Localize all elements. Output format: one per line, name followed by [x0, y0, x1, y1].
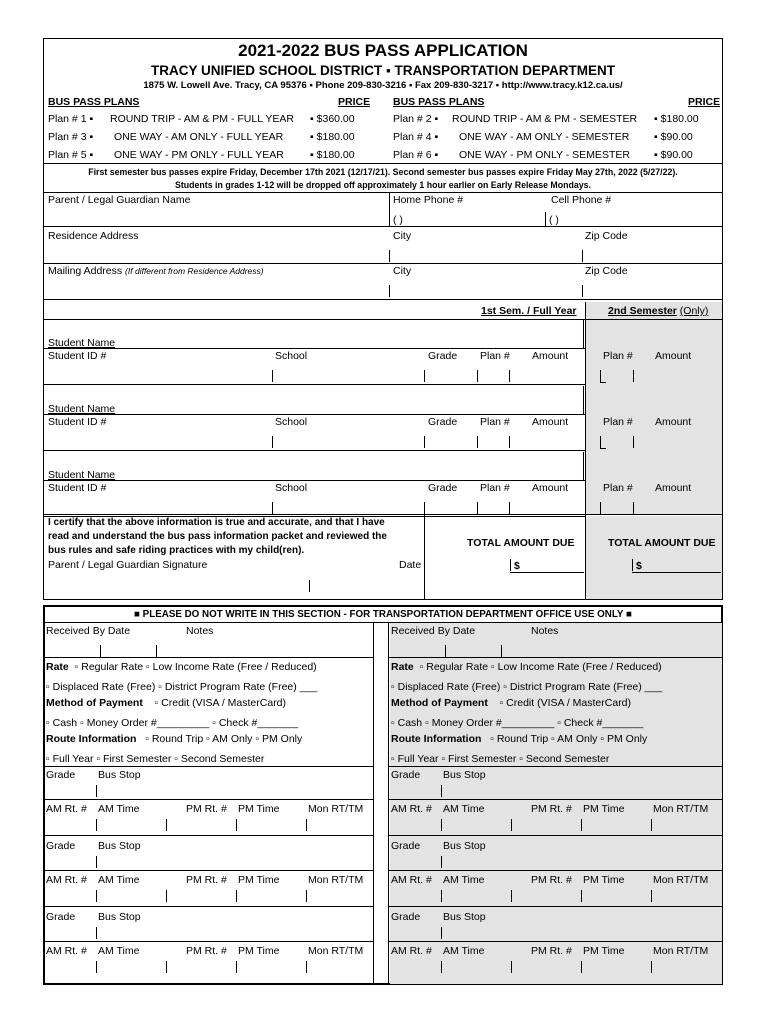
tick [166, 819, 167, 831]
plan-description: ONE WAY - AM ONLY - FULL YEAR [114, 131, 284, 143]
tick [582, 250, 583, 262]
divider [43, 384, 585, 385]
divider [44, 835, 373, 836]
plan-price: ▪ $180.00 [310, 131, 355, 143]
tick [600, 436, 601, 448]
monday-route-label: Mon RT/TM [653, 945, 709, 957]
plan-number: Plan # 3 ▪ [48, 131, 94, 143]
price-header-right: PRICE [688, 96, 721, 108]
grade-label: Grade [391, 769, 421, 781]
divider [44, 870, 373, 871]
tick [477, 370, 478, 382]
divider [43, 622, 723, 623]
divider [44, 906, 373, 907]
plans-header-left: BUS PASS PLANS [48, 96, 140, 108]
amount-label: Amount [655, 350, 692, 362]
tick [156, 645, 157, 657]
amount-underline [632, 572, 721, 573]
pm-time-label: PM Time [583, 803, 625, 815]
divider [389, 941, 722, 942]
divider [43, 226, 723, 227]
mailing-address-text: Mailing Address [48, 265, 123, 277]
bus-stop-label: Bus Stop [98, 769, 141, 781]
divider [43, 348, 585, 349]
plan-number: Plan # 4 ▪ [393, 131, 439, 143]
tick [477, 436, 478, 448]
plan-description: ONE WAY - AM ONLY - SEMESTER [459, 131, 630, 143]
divider [585, 514, 586, 600]
tick [96, 856, 97, 868]
amount-label: Amount [655, 482, 692, 494]
tick [96, 961, 97, 973]
tick [600, 502, 601, 514]
tick [600, 382, 606, 383]
cash-options[interactable]: ▫ Cash ▫ Money Order #_________ ▫ Check #_______ [391, 717, 644, 729]
divider [389, 835, 722, 836]
rate-label: Rate [46, 661, 69, 673]
am-time-label: AM Time [98, 945, 140, 957]
divider [389, 657, 722, 658]
amount-underline [510, 572, 584, 573]
tick [166, 890, 167, 902]
tick [511, 961, 512, 973]
office-column-divider [388, 622, 389, 984]
student-id-label: Student ID # [48, 482, 107, 494]
total-due-second: TOTAL AMOUNT DUE [608, 537, 716, 549]
tick [600, 448, 606, 449]
tick [96, 819, 97, 831]
credit-option[interactable]: ▫ Credit (VISA / MasterCard) [154, 697, 287, 709]
tick [309, 580, 310, 592]
payment-row [391, 697, 631, 709]
plan-description: ONE WAY - PM ONLY - FULL YEAR [114, 149, 284, 161]
tick [389, 250, 390, 262]
am-time-label: AM Time [443, 803, 485, 815]
am-route-label: AM Rt. # [46, 874, 87, 886]
pm-route-label: PM Rt. # [186, 945, 227, 957]
amount-label: Amount [655, 416, 692, 428]
rate-row [46, 661, 317, 673]
bus-stop-label: Bus Stop [98, 840, 141, 852]
route-info-label: Route Information [46, 733, 137, 745]
divider [389, 799, 722, 800]
tick [272, 436, 273, 448]
tick [96, 927, 97, 939]
tick [511, 819, 512, 831]
credit-option[interactable]: ▫ Credit (VISA / MasterCard) [499, 697, 632, 709]
tick [441, 890, 442, 902]
tick [600, 370, 601, 382]
plan-description: ROUND TRIP - AM & PM - SEMESTER [452, 113, 638, 125]
plan-number: Plan # 2 ▪ [393, 113, 439, 125]
term-options[interactable]: ▫ Full Year ▫ First Semester ▫ Second Semester [391, 753, 610, 765]
received-by-label: Received By Date [391, 625, 476, 637]
zip-label: Zip Code [585, 265, 628, 277]
school-label: School [275, 416, 308, 428]
expiry-notice: First semester bus passes expire Friday, December 17th 2021 (12/17/21). Second semester bus passes expire Friday May 27th, 2022 (5/27/22). [88, 167, 678, 177]
second-semester-label: 2nd Semester [608, 305, 677, 317]
divider [43, 192, 723, 193]
office-use-banner: ■ PLEASE DO NOT WRITE IN THIS SECTION - FOR TRANSPORTATION DEPARTMENT OFFICE USE ONLY ■ [134, 609, 632, 620]
tick [509, 436, 510, 448]
tick [441, 961, 442, 973]
tick [441, 856, 442, 868]
plans-header-right: BUS PASS PLANS [393, 96, 485, 108]
divider [43, 299, 723, 300]
first-semester-header: 1st Sem. / Full Year [481, 305, 577, 317]
cell-phone-label: Cell Phone # [551, 194, 612, 206]
rate-options[interactable]: ▫ Regular Rate ▫ Low Income Rate (Free / Reduced) [419, 661, 662, 673]
amount-label: Amount [532, 416, 569, 428]
tick [651, 819, 652, 831]
plan-label: Plan # [603, 416, 633, 428]
amount-label: Amount [532, 350, 569, 362]
plan-price: ▪ $360.00 [310, 113, 355, 125]
tick [445, 645, 446, 657]
tick [424, 436, 425, 448]
tick [389, 285, 390, 297]
am-time-label: AM Time [443, 874, 485, 886]
area-code-parens: ( ) [549, 214, 559, 226]
signature-label: Parent / Legal Guardian Signature [48, 559, 208, 571]
plan-label: Plan # [603, 350, 633, 362]
tick [651, 961, 652, 973]
divider [43, 319, 723, 320]
student-id-label: Student ID # [48, 416, 107, 428]
divider [43, 263, 723, 264]
second-semester-header [608, 305, 708, 317]
am-route-label: AM Rt. # [391, 803, 432, 815]
tick [166, 961, 167, 973]
tick [236, 890, 237, 902]
cash-options[interactable]: ▫ Cash ▫ Money Order #_________ ▫ Check #_______ [46, 717, 299, 729]
route-options[interactable]: ▫ Round Trip ▫ AM Only ▫ PM Only [490, 733, 648, 745]
second-total-bg [585, 516, 722, 599]
bus-stop-label: Bus Stop [98, 911, 141, 923]
plan-label: Plan # [480, 350, 510, 362]
dollar-sign: $ [514, 560, 520, 572]
monday-route-label: Mon RT/TM [308, 874, 364, 886]
school-label: School [275, 482, 308, 494]
tick [236, 819, 237, 831]
residence-address-label: Residence Address [48, 230, 139, 242]
plan-label: Plan # [480, 482, 510, 494]
city-label: City [393, 265, 412, 277]
plan-number: Plan # 5 ▪ [48, 149, 94, 161]
received-by-label: Received By Date [46, 625, 131, 637]
bus-stop-label: Bus Stop [443, 769, 486, 781]
pm-route-label: PM Rt. # [186, 874, 227, 886]
divider [389, 906, 722, 907]
plan-price: ▪ $90.00 [654, 149, 693, 161]
tick [509, 502, 510, 514]
tick [633, 502, 634, 514]
route-row [46, 733, 302, 745]
am-route-label: AM Rt. # [391, 874, 432, 886]
divider [44, 657, 373, 658]
notes-label: Notes [186, 625, 214, 637]
certify-line: I certify that the above information is true and accurate, and that I have [48, 517, 385, 528]
route-row [391, 733, 647, 745]
tick [633, 370, 634, 382]
contact-line: 1875 W. Lowell Ave. Tracy, CA 95376 ▪ Phone 209-830-3216 ▪ Fax 209-830-3217 ▪ http://www.tracy.k12.ca.us/ [143, 80, 623, 91]
student-name-label: Student Name [48, 337, 116, 349]
divider [389, 870, 722, 871]
divider [43, 414, 585, 415]
divider [583, 452, 584, 480]
payment-method-label: Method of Payment [391, 697, 488, 709]
plan-price: ▪ $90.00 [654, 131, 693, 143]
route-options[interactable]: ▫ Round Trip ▫ AM Only ▫ PM Only [145, 733, 303, 745]
grade-label: Grade [46, 911, 76, 923]
pm-route-label: PM Rt. # [531, 945, 572, 957]
home-phone-label: Home Phone # [393, 194, 464, 206]
am-route-label: AM Rt. # [391, 945, 432, 957]
plan-price: ▪ $180.00 [310, 149, 355, 161]
pm-time-label: PM Time [583, 874, 625, 886]
tick [581, 961, 582, 973]
total-due-first: TOTAL AMOUNT DUE [467, 537, 575, 549]
grade-label: Grade [391, 911, 421, 923]
early-release-notice: Students in grades 1-12 will be dropped off approximately 1 hour earlier on Early Release Mondays. [174, 180, 591, 190]
school-label: School [275, 350, 308, 362]
tick [511, 890, 512, 902]
notes-label: Notes [531, 625, 559, 637]
area-code-parens: ( ) [393, 214, 403, 226]
plan-label: Plan # [480, 416, 510, 428]
tick [96, 785, 97, 797]
route-info-label: Route Information [391, 733, 482, 745]
tick [306, 819, 307, 831]
tick [633, 436, 634, 448]
zip-label: Zip Code [585, 230, 628, 242]
pm-time-label: PM Time [238, 803, 280, 815]
tick [424, 502, 425, 514]
tick [272, 370, 273, 382]
divider [424, 514, 425, 600]
grade-label: Grade [46, 840, 76, 852]
rate-label: Rate [391, 661, 414, 673]
divider [43, 163, 723, 164]
mailing-address-label [48, 265, 264, 277]
am-route-label: AM Rt. # [46, 803, 87, 815]
certify-line: bus rules and safe riding practices with my child(ren). [48, 545, 305, 556]
tick [509, 370, 510, 382]
plan-price: ▪ $180.00 [654, 113, 699, 125]
plan-number: Plan # 1 ▪ [48, 113, 94, 125]
divider [44, 766, 373, 767]
tick [441, 819, 442, 831]
monday-route-label: Mon RT/TM [308, 803, 364, 815]
payment-method-label: Method of Payment [46, 697, 143, 709]
divider [583, 386, 584, 414]
tick [477, 502, 478, 514]
mailing-address-note: (If different from Residence Address) [125, 266, 264, 276]
tick [306, 890, 307, 902]
guardian-name-label: Parent / Legal Guardian Name [48, 194, 191, 206]
monday-route-label: Mon RT/TM [653, 803, 709, 815]
tick [424, 370, 425, 382]
divider [545, 212, 546, 226]
bus-stop-label: Bus Stop [443, 911, 486, 923]
pm-route-label: PM Rt. # [531, 874, 572, 886]
rate-options-2[interactable]: ▫ Displaced Rate (Free) ▫ District Program Rate (Free) ___ [46, 681, 318, 693]
tick [581, 819, 582, 831]
divider [43, 480, 585, 481]
tick [651, 890, 652, 902]
grade-label: Grade [428, 416, 458, 428]
price-header-left: PRICE [338, 96, 371, 108]
pm-time-label: PM Time [238, 945, 280, 957]
plan-number: Plan # 6 ▪ [393, 149, 439, 161]
am-time-label: AM Time [443, 945, 485, 957]
tick [582, 285, 583, 297]
divider [583, 320, 584, 348]
grade-label: Grade [391, 840, 421, 852]
certify-line: read and understand the bus pass information packet and reviewed the [48, 531, 387, 542]
divider [585, 302, 586, 515]
am-time-label: AM Time [98, 874, 140, 886]
divider [44, 941, 373, 942]
office-column-divider [373, 622, 374, 984]
grade-label: Grade [46, 769, 76, 781]
pm-time-label: PM Time [583, 945, 625, 957]
monday-route-label: Mon RT/TM [653, 874, 709, 886]
divider [389, 192, 390, 226]
city-label: City [393, 230, 412, 242]
payment-row [46, 697, 286, 709]
term-options[interactable]: ▫ Full Year ▫ First Semester ▫ Second Semester [46, 753, 265, 765]
tick [501, 645, 502, 657]
plan-description: ROUND TRIP - AM & PM - FULL YEAR [110, 113, 294, 125]
am-time-label: AM Time [98, 803, 140, 815]
tick [96, 890, 97, 902]
divider [389, 766, 722, 767]
tick [306, 961, 307, 973]
grade-label: Grade [428, 482, 458, 494]
student-id-label: Student ID # [48, 350, 107, 362]
rate-row [391, 661, 662, 673]
district-title: TRACY UNIFIED SCHOOL DISTRICT ▪ TRANSPORTATION DEPARTMENT [150, 63, 616, 78]
pm-time-label: PM Time [238, 874, 280, 886]
divider [43, 450, 585, 451]
plan-description: ONE WAY - PM ONLY - SEMESTER [459, 149, 630, 161]
am-route-label: AM Rt. # [46, 945, 87, 957]
tick [441, 785, 442, 797]
tick [581, 890, 582, 902]
tick [236, 961, 237, 973]
date-label: Date [399, 559, 422, 571]
page-title: 2021-2022 BUS PASS APPLICATION [238, 41, 528, 60]
tick [632, 559, 633, 571]
rate-options-2[interactable]: ▫ Displaced Rate (Free) ▫ District Program Rate (Free) ___ [391, 681, 663, 693]
student-name-label: Student Name [48, 469, 116, 481]
tick [441, 927, 442, 939]
rate-options[interactable]: ▫ Regular Rate ▫ Low Income Rate (Free / Reduced) [74, 661, 317, 673]
divider [44, 799, 373, 800]
pm-route-label: PM Rt. # [186, 803, 227, 815]
divider [43, 514, 723, 515]
dollar-sign: $ [636, 560, 642, 572]
plan-label: Plan # [603, 482, 633, 494]
bus-stop-label: Bus Stop [443, 840, 486, 852]
monday-route-label: Mon RT/TM [308, 945, 364, 957]
tick [272, 502, 273, 514]
tick [100, 645, 101, 657]
tick [510, 559, 511, 571]
amount-label: Amount [532, 482, 569, 494]
grade-label: Grade [428, 350, 458, 362]
pm-route-label: PM Rt. # [531, 803, 572, 815]
second-semester-only: (Only) [679, 305, 709, 317]
student-name-label: Student Name [48, 403, 116, 415]
